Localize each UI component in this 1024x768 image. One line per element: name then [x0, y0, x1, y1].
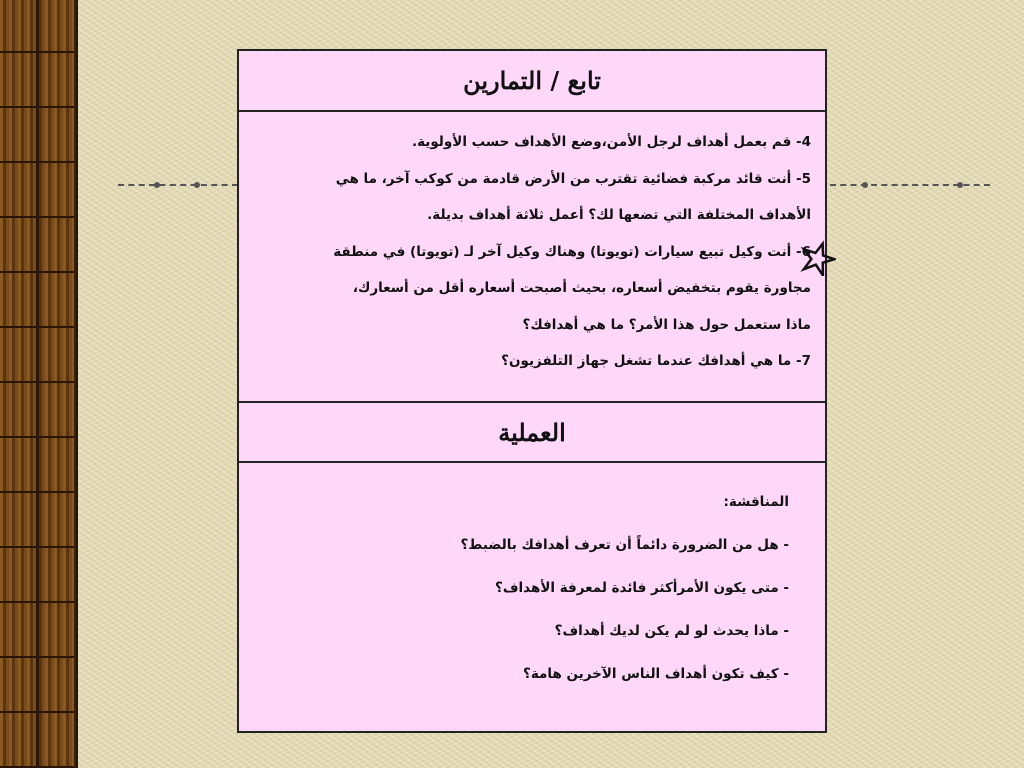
dashed-rule-left — [118, 184, 238, 186]
discussion-list — [239, 463, 825, 696]
dashed-rule-right — [830, 184, 990, 186]
dash-dot — [957, 182, 963, 188]
dash-dot — [194, 182, 200, 188]
content-table — [237, 49, 827, 733]
exercise-line: ماذا ستعمل حول هذا الأمر؟ ما هي أهدافك؟ — [522, 316, 811, 333]
exercises-row — [239, 112, 825, 403]
practical-heading: العملية — [498, 417, 566, 447]
dash-dot — [154, 182, 160, 188]
exercise-line: مجاورة يقوم بتخفيض أسعاره، بحيث أصبحت أسعاره أقل من أسعارك، — [352, 280, 811, 296]
dash-dot — [862, 182, 868, 188]
exercise-line: 6- أنت وكيل تبيع سيارات (تويوتا) وهناك وكيل آخر لـ (تويوتا) في منطقة — [333, 243, 811, 260]
page-title: تابع / التمارين — [463, 66, 601, 95]
star-icon — [800, 240, 836, 276]
exercise-list — [239, 112, 825, 380]
wood-border-strip — [0, 0, 78, 768]
discussion-question: - كيف تكون أهداف الناس الآخرين هامة؟ — [523, 666, 789, 682]
exercise-line: الأهداف المختلفة التي تضعها لك؟ أعمل ثلاثة أهداف بديلة. — [427, 207, 811, 223]
exercise-line: 4- قم بعمل أهداف لرجل الأمن،وضع الأهداف حسب الأولوية. — [411, 134, 811, 150]
practical-heading-row — [239, 403, 825, 463]
discussion-question: - هل من الضرورة دائماً أن تعرف أهدافك بالضبط؟ — [460, 537, 789, 553]
discussion-label: المناقشة: — [723, 494, 789, 510]
title-row — [239, 51, 825, 112]
discussion-row — [239, 463, 825, 731]
exercise-line: 5- أنت قائد مركبة فضائية تقترب من الأرض قادمة من كوكب آخر، ما هي — [335, 170, 811, 187]
discussion-question: - ماذا يحدث لو لم يكن لديك أهداف؟ — [554, 623, 789, 639]
discussion-question: - متى يكون الأمرأكثر فائدة لمعرفة الأهداف؟ — [495, 580, 789, 596]
exercise-line: 7- ما هي أهدافك عندما تشغل جهاز التلفزيون؟ — [501, 353, 811, 369]
